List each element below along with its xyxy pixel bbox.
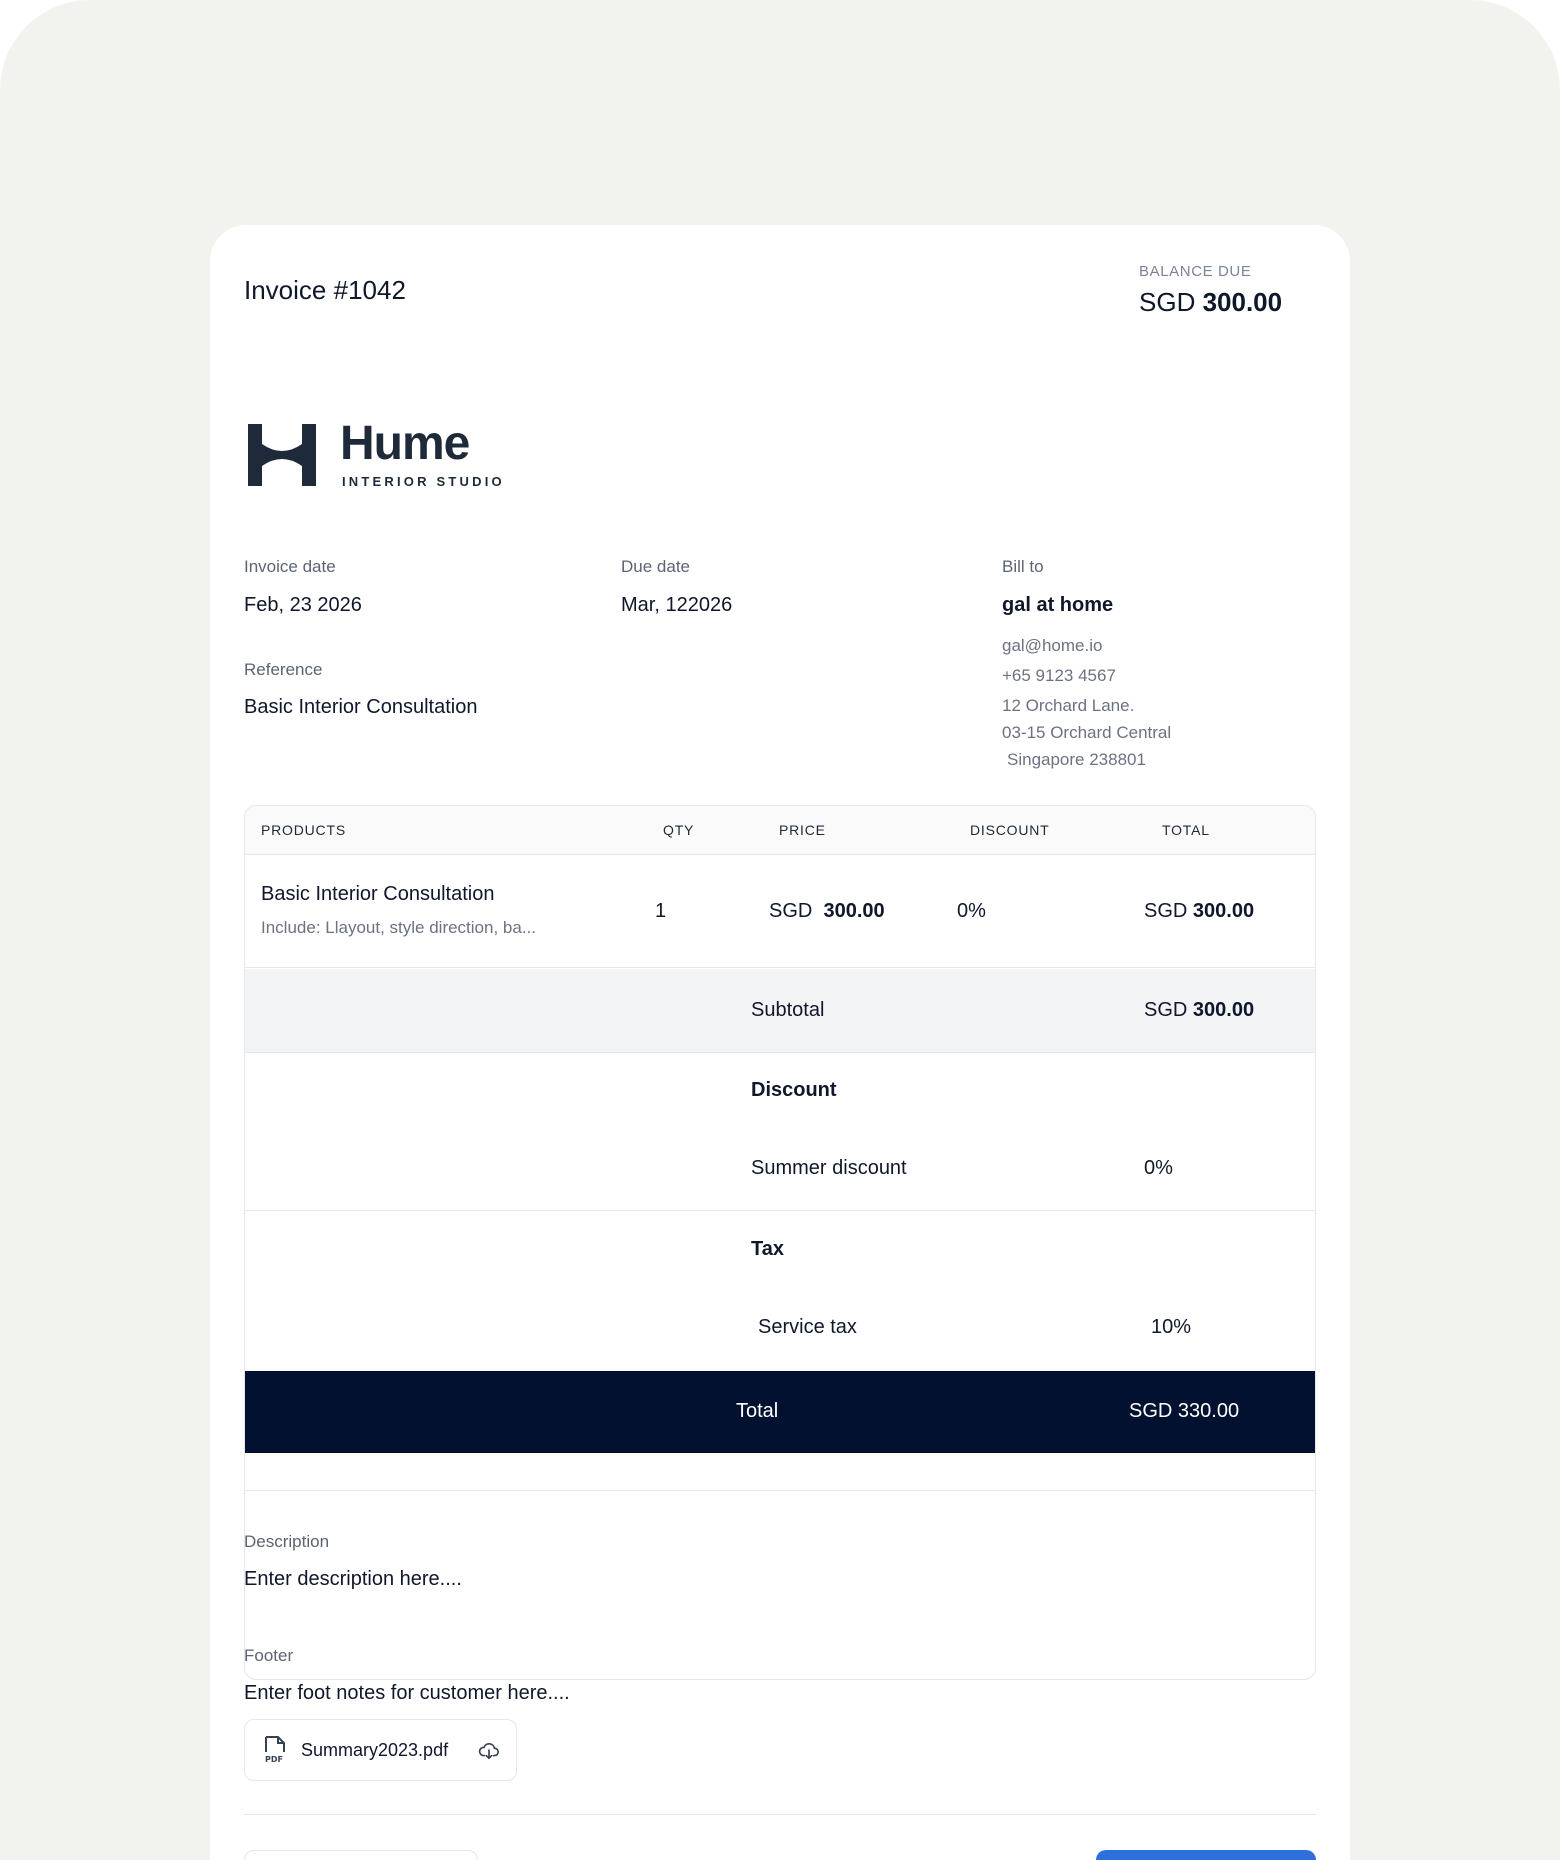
- reference-value: Basic Interior Consultation: [244, 696, 478, 718]
- company-logo: [248, 417, 508, 490]
- attachment-chip[interactable]: [244, 1719, 517, 1781]
- grand-total-label: Total: [736, 1400, 779, 1422]
- subtotal-value: [1144, 999, 1254, 1022]
- header-price: PRICE: [779, 822, 826, 838]
- cloud-download-icon[interactable]: [478, 1740, 500, 1762]
- description-label: Description: [244, 1532, 330, 1551]
- balance-due-amount: [1139, 287, 1282, 318]
- hume-logo-mark-icon: [248, 424, 316, 486]
- footer-label: Footer: [244, 1646, 294, 1665]
- primary-button[interactable]: [1096, 1850, 1316, 1860]
- logo-name: Hume: [340, 417, 470, 470]
- header-products: PRODUCTS: [261, 822, 346, 838]
- table-row[interactable]: [245, 855, 1315, 968]
- invoice-items-table: [244, 805, 1316, 1680]
- invoice-title: Invoice #1042: [244, 275, 406, 305]
- table-header: [245, 806, 1315, 855]
- logo-tagline: INTERIOR STUDIO: [342, 474, 505, 489]
- subtotal-amount: 300.00: [1192, 999, 1255, 1021]
- product-price: [769, 900, 885, 923]
- bill-to-label: Bill to: [1002, 557, 1044, 576]
- invoice-date-value: Feb, 23 2026: [244, 594, 362, 616]
- section-divider: [244, 1490, 1316, 1491]
- tax-name: Service tax: [758, 1316, 857, 1338]
- header-qty: QTY: [663, 822, 695, 838]
- bill-to-email: gal@home.io: [1002, 636, 1103, 655]
- subtotal-row: [245, 969, 1315, 1053]
- svg-text:PDF: PDF: [265, 1755, 283, 1764]
- product-qty: 1: [655, 900, 667, 922]
- bottom-divider: [244, 1814, 1316, 1815]
- bill-to-address-line2: 03-15 Orchard Central: [1002, 723, 1172, 742]
- product-discount: 0%: [957, 900, 986, 922]
- total-currency: SGD: [1144, 900, 1188, 922]
- attachment-name: Summary2023.pdf: [301, 1740, 449, 1760]
- bill-to-address-line3: Singapore 238801: [1007, 750, 1146, 769]
- price-amount: 300.00: [823, 900, 885, 922]
- description-field[interactable]: Enter description here....: [244, 1568, 462, 1590]
- discount-section: [245, 1053, 1315, 1211]
- discount-section-label: Discount: [751, 1079, 837, 1101]
- pdf-file-icon: [263, 1736, 287, 1764]
- balance-currency: SGD: [1139, 287, 1196, 317]
- tax-value: 10%: [1151, 1316, 1192, 1338]
- product-total: [1144, 900, 1254, 923]
- bill-to-address-line1: 12 Orchard Lane.: [1002, 696, 1135, 715]
- footer-field[interactable]: Enter foot notes for customer here....: [244, 1682, 570, 1704]
- bill-to-name: gal at home: [1002, 594, 1114, 616]
- due-date-label: Due date: [621, 557, 690, 576]
- price-currency: SGD: [769, 900, 813, 922]
- tax-section: [245, 1211, 1315, 1371]
- balance-due-label: BALANCE DUE: [1139, 263, 1252, 280]
- product-name: Basic Interior Consultation: [261, 883, 495, 905]
- subtotal-currency: SGD: [1144, 999, 1188, 1021]
- invoice-date-label: Invoice date: [244, 557, 336, 576]
- product-description: Include: Llayout, style direction, ba...: [261, 918, 536, 937]
- bill-to-phone: +65 9123 4567: [1002, 666, 1116, 685]
- invoice-card: [210, 225, 1350, 1860]
- secondary-button[interactable]: [244, 1850, 478, 1860]
- due-date-value: Mar, 122026: [621, 594, 733, 616]
- discount-name: Summer discount: [751, 1157, 907, 1179]
- header-total: TOTAL: [1162, 822, 1210, 838]
- balance-value: 300.00: [1202, 287, 1283, 317]
- grand-total-value: SGD 330.00: [1129, 1400, 1240, 1422]
- grand-total-row: [245, 1371, 1315, 1453]
- reference-label: Reference: [244, 660, 323, 679]
- discount-value: 0%: [1144, 1157, 1173, 1179]
- tax-section-label: Tax: [751, 1238, 784, 1260]
- header-discount: DISCOUNT: [970, 822, 1050, 838]
- subtotal-label: Subtotal: [751, 999, 825, 1021]
- total-amount: 300.00: [1192, 900, 1255, 922]
